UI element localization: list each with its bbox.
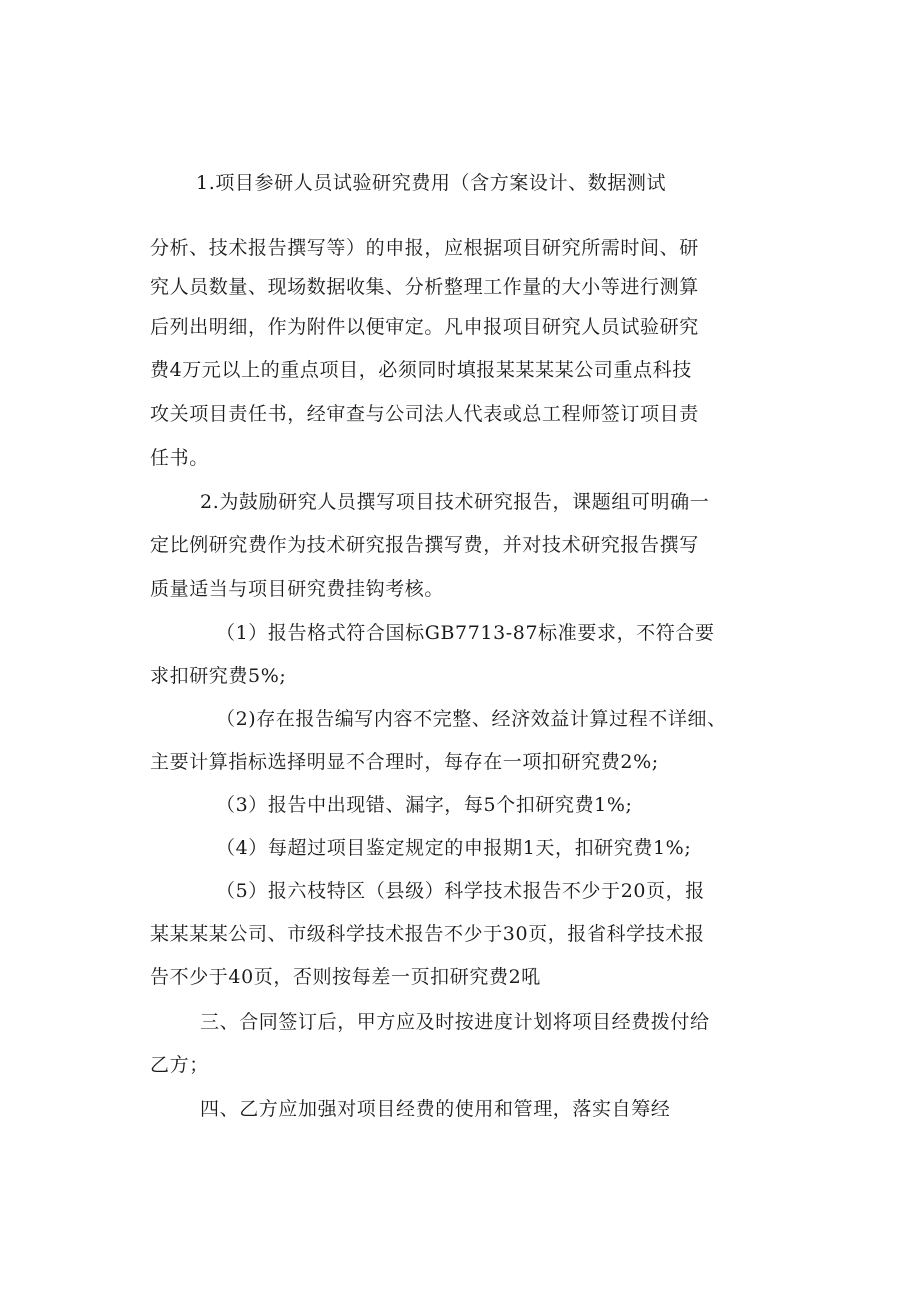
text-line-8: 2.为鼓励研究人员撰写项目技术研究报告，课题组可明确一: [200, 491, 710, 513]
text-line-21: 乙方；: [150, 1054, 209, 1076]
text-line-13: （2)存在报告编写内容不完整、经济效益计算过程不详细、: [216, 708, 727, 730]
text-line-18: 某某某某公司、市级科学技术报告不少于30页，报省科学技术报: [150, 923, 705, 945]
text-line-5: 费4万元以上的重点项目，必须同时填报某某某某公司重点科技: [150, 359, 692, 381]
text-line-14: 主要计算指标选择明显不合理时，每存在一项扣研究费2%;: [150, 751, 659, 773]
text-line-4: 后列出明细，作为附件以便审定。凡申报项目研究人员试验研究: [150, 316, 699, 338]
text-line-2: 分析、技术报告撰写等）的申报，应根据项目研究所需时间、研: [150, 237, 699, 259]
text-line-1: 1.项目参研人员试验研究费用（含方案设计、数据测试: [196, 172, 667, 194]
text-line-19: 告不少于40页，否则按每差一页扣研究费2吼: [150, 966, 541, 988]
text-line-16: （4）每超过项目鉴定规定的申报期1天，扣研究费1%;: [216, 837, 692, 859]
text-line-20: 三、合同签订后，甲方应及时按进度计划将项目经费拨付给: [200, 1011, 710, 1033]
text-line-6: 攻关项目责任书，经审查与公司法人代表或总工程师签订项目责: [150, 403, 699, 425]
text-line-17: （5）报六枝特区（县级）科学技术报告不少于20页，报: [216, 880, 705, 902]
text-line-9: 定比例研究费作为技术研究报告撰写费，并对技术研究报告撰写: [150, 534, 699, 556]
text-line-12: 求扣研究费5%;: [150, 665, 287, 687]
text-line-15: （3）报告中出现错、漏字，每5个扣研究费1%;: [216, 794, 633, 816]
text-line-10: 质量适当与项目研究费挂钩考核。: [150, 578, 445, 600]
text-line-7: 任书。: [150, 447, 209, 469]
text-line-22: 四、乙方应加强对项目经费的使用和管理，落实自筹经: [200, 1098, 671, 1120]
text-line-3: 究人员数量、现场数据收集、分析整理工作量的大小等进行测算: [150, 276, 699, 298]
text-line-11: （1）报告格式符合国标GB7713-87标准要求，不符合要: [216, 622, 715, 644]
